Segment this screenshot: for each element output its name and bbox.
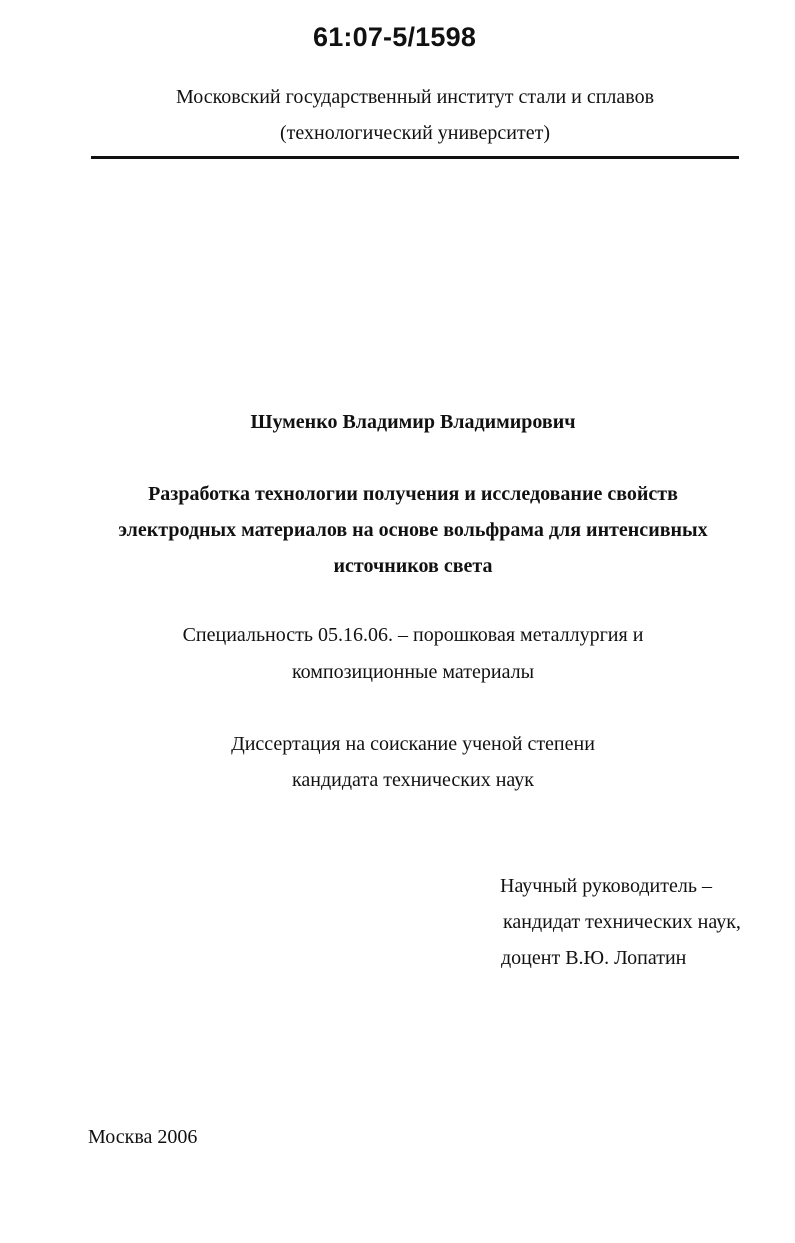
specialty-line: Специальность 05.16.06. – порошковая металлургия и bbox=[182, 624, 644, 646]
city-year: Москва 2006 bbox=[88, 1126, 198, 1148]
supervisor-name: доцент В.Ю. Лопатин bbox=[501, 947, 687, 969]
thesis-title-line: Разработка технологии получения и исследование свойств bbox=[148, 483, 678, 505]
catalog-number: 61:07-5/1598 bbox=[313, 22, 477, 52]
institute-name: Московский государственный институт стали и сплавов bbox=[175, 86, 655, 108]
degree-line: кандидата технических наук bbox=[291, 769, 535, 791]
institute-subtitle: (технологический университет) bbox=[280, 122, 550, 144]
specialty-line: композиционные материалы bbox=[291, 661, 535, 683]
author-name: Шуменко Владимир Владимирович bbox=[250, 411, 576, 433]
degree-line: Диссертация на соискание ученой степени bbox=[231, 733, 595, 755]
thesis-title-line: источников света bbox=[333, 555, 493, 577]
thesis-title-line: электродных материалов на основе вольфрама для интенсивных bbox=[118, 519, 708, 541]
supervisor-label: Научный руководитель – bbox=[500, 875, 712, 897]
supervisor-degree: кандидат технических наук, bbox=[503, 911, 741, 933]
header-divider bbox=[91, 156, 739, 159]
